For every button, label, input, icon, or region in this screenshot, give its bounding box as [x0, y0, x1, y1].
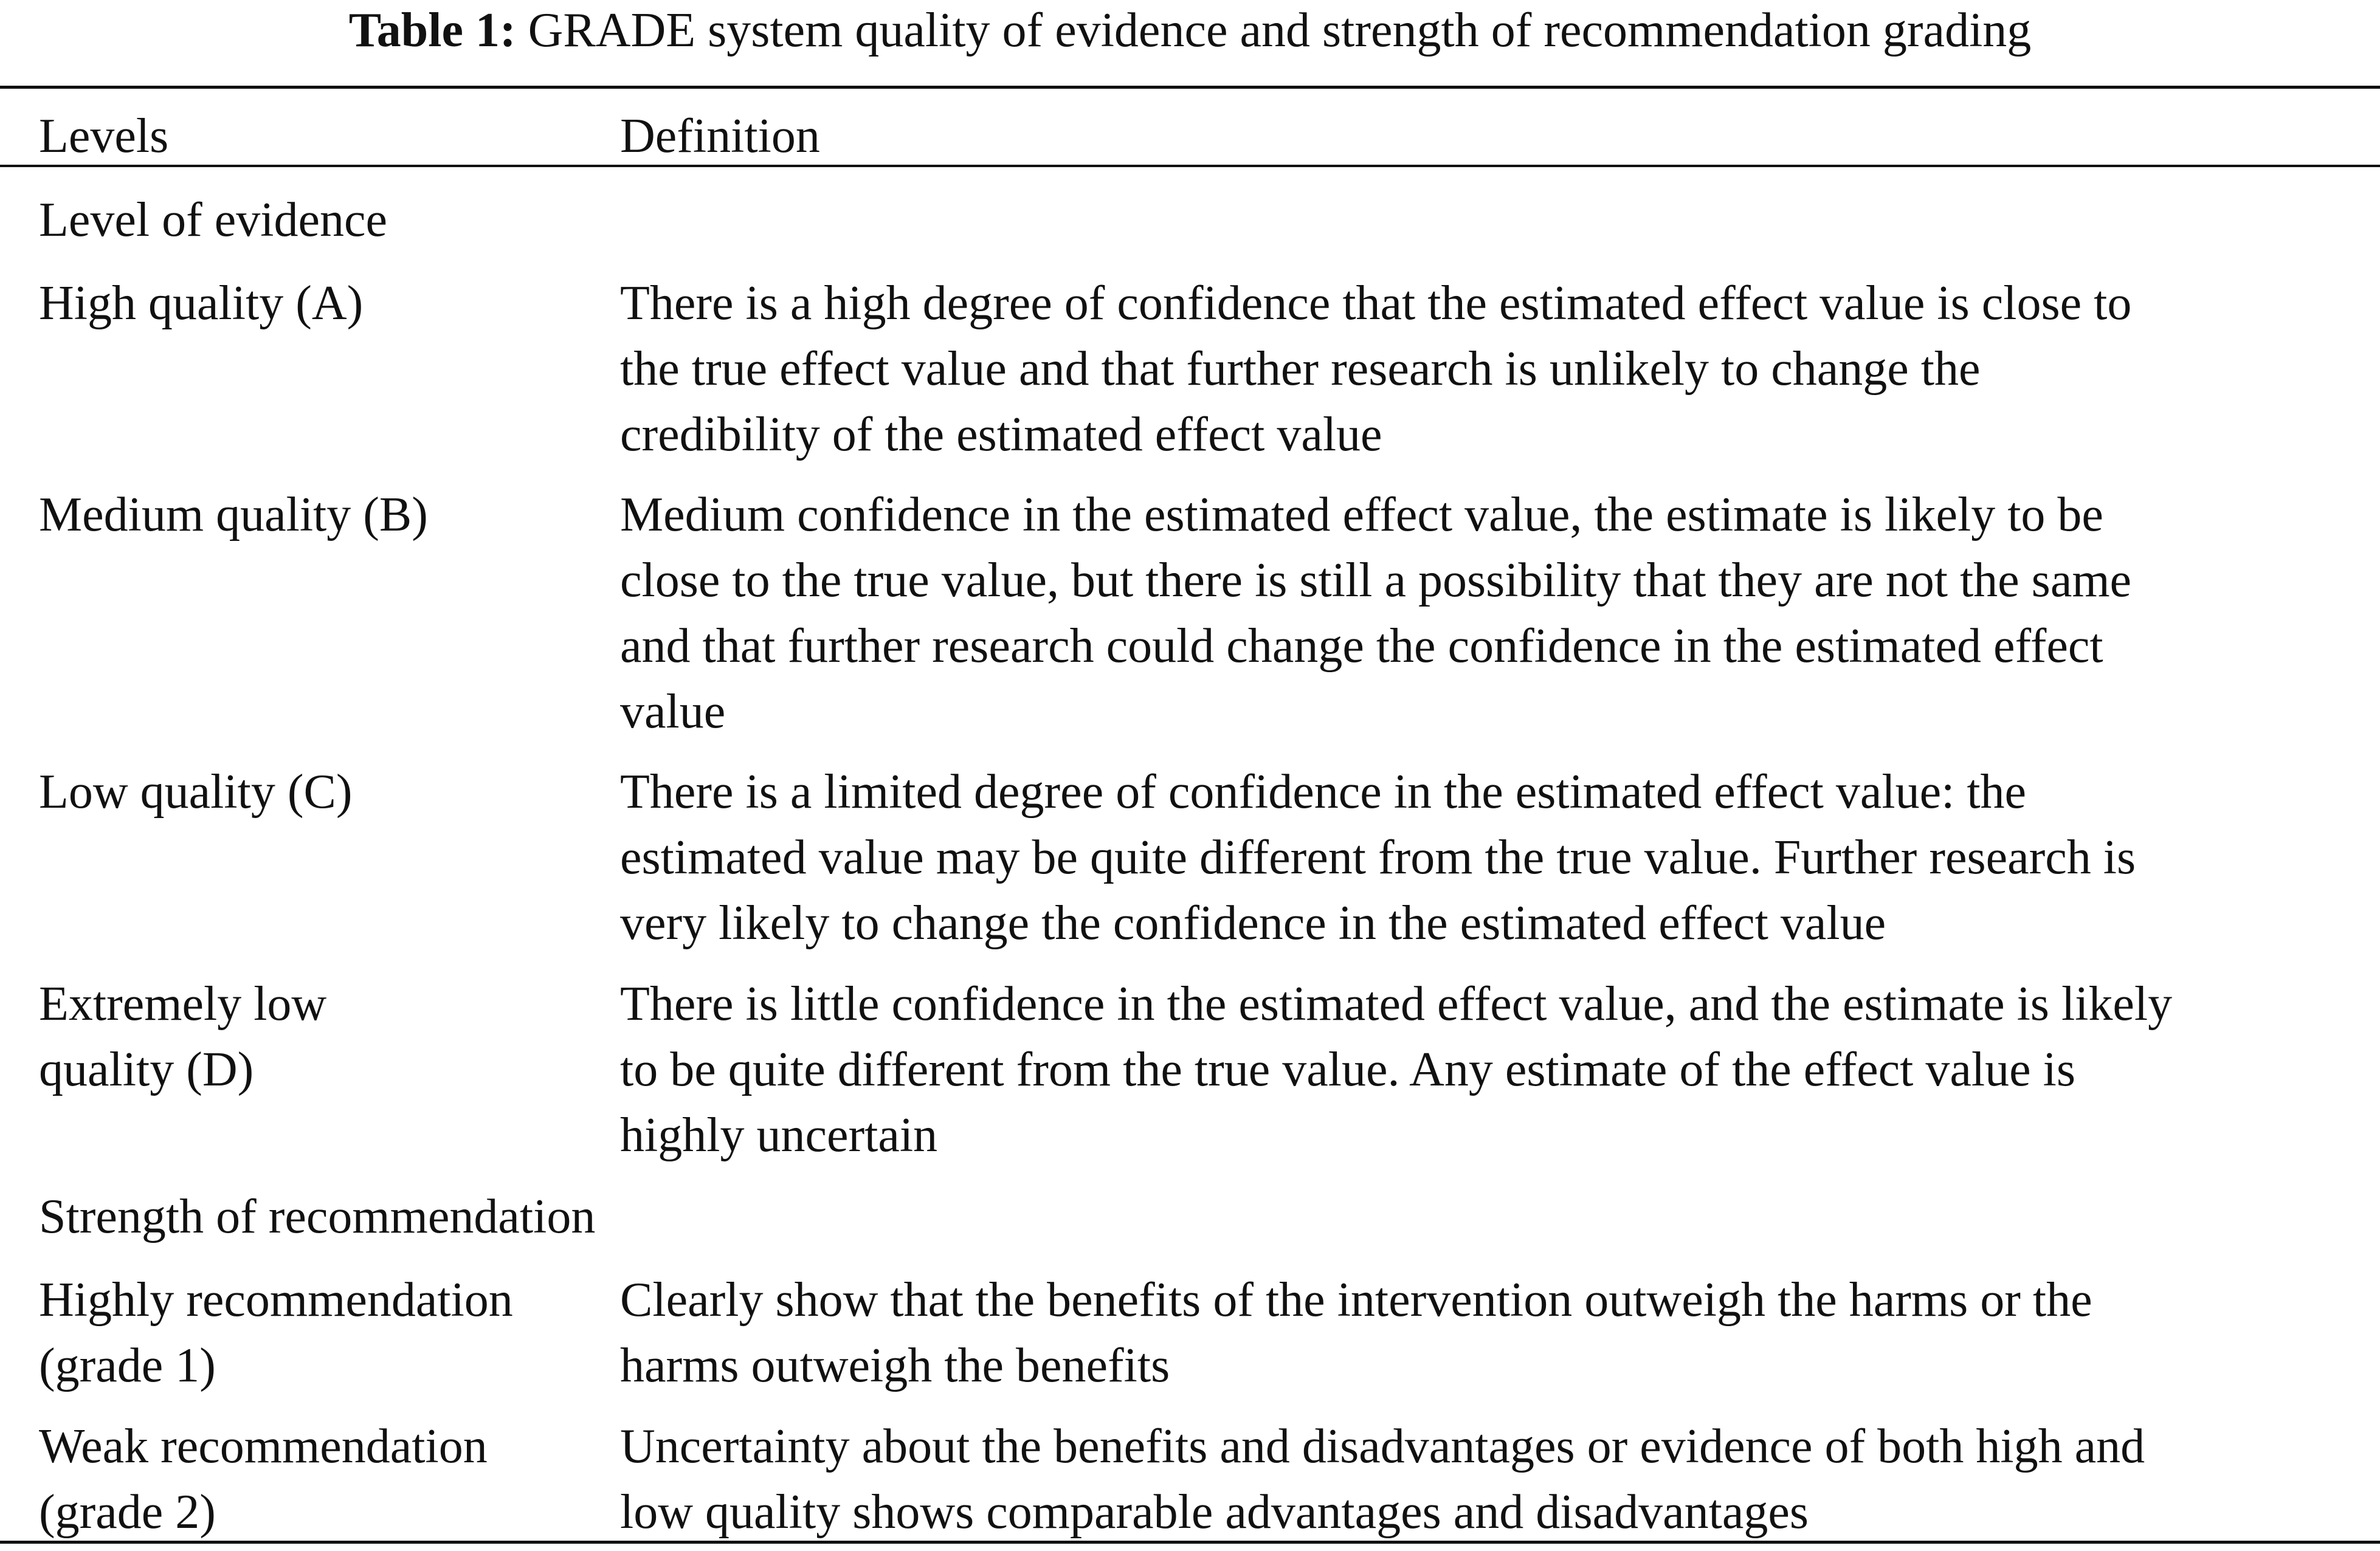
definition-cell — [620, 270, 2371, 467]
table-caption-title: GRADE system quality of evidence and strength of recommendation grading — [528, 4, 2032, 57]
definition-text: low quality shows comparable advantages and disadvantages — [620, 1485, 1809, 1539]
definition-text: very likely to change the confidence in the estimated effect value — [620, 896, 1886, 950]
definition-text: Uncertainty about the benefits and disadvantages or evidence of both high and — [620, 1420, 2145, 1473]
definition-text: close to the true value, but there is still a possibility that they are not the same — [620, 554, 2132, 607]
definition-text: Medium confidence in the estimated effect value, the estimate is likely to be — [620, 488, 2103, 542]
column-header-definition: Definition — [620, 109, 820, 163]
level-text: quality (D) — [39, 1043, 254, 1096]
definition-text: the true effect value and that further research is unlikely to change the — [620, 342, 1981, 396]
definition-text: highly uncertain — [620, 1109, 938, 1162]
level-cell — [39, 1414, 586, 1545]
table-top-rule — [0, 86, 2380, 89]
definition-text: value — [620, 685, 726, 738]
level-text: Extremely low — [39, 977, 327, 1031]
definition-cell — [620, 1414, 2371, 1545]
definition-text: estimated value may be quite different from the true value. Further research is — [620, 831, 2136, 884]
table-caption-label: Table 1: — [348, 4, 516, 57]
definition-text: There is a limited degree of confidence in the estimated effect value: the — [620, 765, 2027, 819]
level-text: Strength of recommendation — [39, 1190, 596, 1243]
table-caption — [0, 0, 2380, 67]
table-bottom-rule — [0, 1541, 2380, 1544]
level-cell — [39, 270, 586, 336]
level-cell — [39, 759, 586, 825]
definition-text: harms outweigh the benefits — [620, 1339, 1170, 1392]
definition-text: credibility of the estimated effect value — [620, 408, 1382, 461]
definition-cell — [620, 759, 2371, 956]
level-text: High quality (A) — [39, 277, 364, 330]
level-cell — [39, 1184, 596, 1250]
level-text: (grade 2) — [39, 1485, 216, 1539]
level-cell — [39, 187, 586, 253]
definition-text: and that further research could change the confidence in the estimated effect — [620, 619, 2103, 673]
level-text: Highly recommendation — [39, 1273, 513, 1327]
level-text: Level of evidence — [39, 193, 388, 247]
definition-text: There is a high degree of confidence that the estimated effect value is close to — [620, 277, 2132, 330]
level-text: (grade 1) — [39, 1339, 216, 1392]
column-header-levels: Levels — [39, 109, 169, 163]
definition-text: to be quite different from the true value. Any estimate of the effect value is — [620, 1043, 2075, 1096]
level-text: Weak recommendation — [39, 1420, 488, 1473]
definition-cell — [620, 482, 2371, 745]
table-header-rule — [0, 165, 2380, 167]
level-cell — [39, 971, 586, 1102]
level-cell — [39, 482, 586, 548]
definition-cell — [620, 971, 2371, 1168]
level-text: Medium quality (B) — [39, 488, 428, 542]
level-cell — [39, 1267, 586, 1398]
definition-text: There is little confidence in the estimated effect value, and the estimate is likely — [620, 977, 2173, 1031]
level-text: Low quality (C) — [39, 765, 353, 819]
definition-text: Clearly show that the benefits of the intervention outweigh the harms or the — [620, 1273, 2092, 1327]
definition-cell — [620, 1267, 2371, 1398]
